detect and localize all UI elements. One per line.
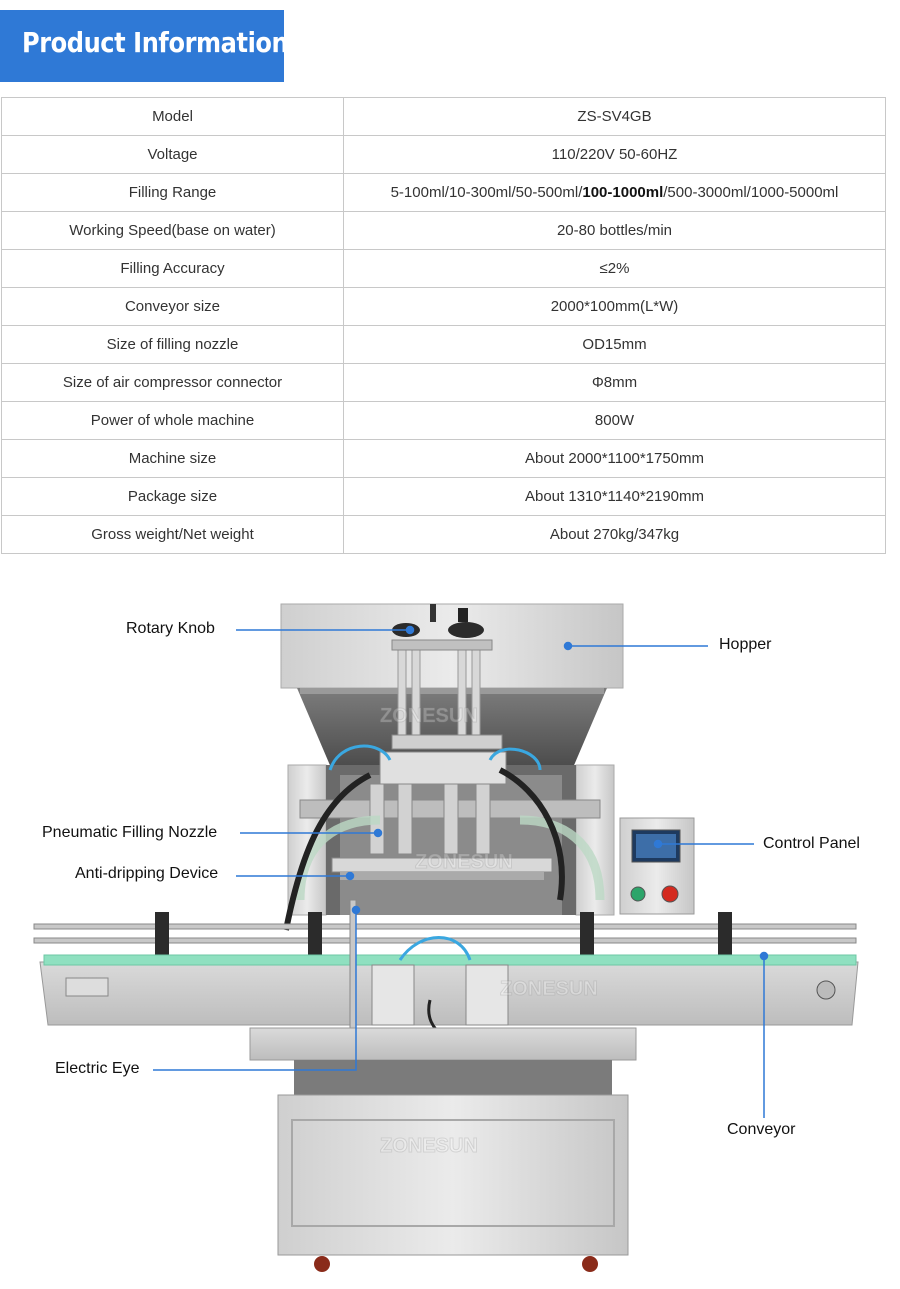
spec-label: Package size bbox=[2, 478, 344, 516]
spec-value: ZS-SV4GB bbox=[344, 98, 886, 136]
table-row bbox=[2, 174, 886, 212]
watermark-text: ZONESUN bbox=[500, 978, 598, 1000]
section-title: Product Information bbox=[22, 26, 289, 59]
spec-value: 110/220V 50-60HZ bbox=[344, 136, 886, 174]
machine-diagram bbox=[0, 560, 900, 1284]
table-row bbox=[2, 326, 886, 364]
spec-label: Size of air compressor connector bbox=[2, 364, 344, 402]
spec-value: 800W bbox=[344, 402, 886, 440]
spec-value: About 1310*1140*2190mm bbox=[344, 478, 886, 516]
table-row bbox=[2, 364, 886, 402]
spec-value: OD15mm bbox=[344, 326, 886, 364]
spec-label: Power of whole machine bbox=[2, 402, 344, 440]
table-row bbox=[2, 478, 886, 516]
spec-label: Model bbox=[2, 98, 344, 136]
callout-control-panel: Control Panel bbox=[763, 835, 860, 852]
spec-value: 20-80 bottles/min bbox=[344, 212, 886, 250]
watermark-text: ZONESUN bbox=[380, 705, 478, 727]
callout-electric-eye: Electric Eye bbox=[55, 1060, 140, 1077]
section-banner bbox=[0, 10, 289, 82]
spec-label: Voltage bbox=[2, 136, 344, 174]
watermark-text: ZONESUN bbox=[380, 1135, 478, 1157]
callout-conveyor: Conveyor bbox=[727, 1121, 796, 1138]
callout-hopper: Hopper bbox=[719, 636, 772, 653]
table-row bbox=[2, 288, 886, 326]
callout-pneumatic-filling-nozzle: Pneumatic Filling Nozzle bbox=[42, 824, 218, 841]
spec-label: Machine size bbox=[2, 440, 344, 478]
spec-label: Size of filling nozzle bbox=[2, 326, 344, 364]
table-row bbox=[2, 136, 886, 174]
filling-range-part: 5-100ml/10-300ml/50-500ml/ bbox=[390, 184, 583, 201]
spec-value bbox=[344, 174, 886, 212]
table-row bbox=[2, 440, 886, 478]
spec-value: ≤2% bbox=[344, 250, 886, 288]
table-row bbox=[2, 212, 886, 250]
spec-value: Φ8mm bbox=[344, 364, 886, 402]
spec-label: Working Speed(base on water) bbox=[2, 212, 344, 250]
callout-rotary-knob: Rotary Knob bbox=[126, 620, 215, 637]
spec-table bbox=[1, 97, 886, 554]
spec-label: Filling Accuracy bbox=[2, 250, 344, 288]
spec-value: About 270kg/347kg bbox=[344, 516, 886, 554]
filling-range-highlight: 100-1000ml bbox=[582, 184, 664, 201]
table-row bbox=[2, 98, 886, 136]
filling-range-part: /500-3000ml/1000-5000ml bbox=[663, 184, 839, 201]
callout-anti-dripping-device: Anti-dripping Device bbox=[75, 865, 219, 882]
conveyor bbox=[40, 955, 858, 1025]
table-row bbox=[2, 402, 886, 440]
watermark-text: ZONESUN bbox=[415, 851, 513, 873]
control-panel bbox=[620, 818, 694, 914]
spec-value: About 2000*1100*1750mm bbox=[344, 440, 886, 478]
spec-label: Conveyor size bbox=[2, 288, 344, 326]
spec-label: Gross weight/Net weight bbox=[2, 516, 344, 554]
table-row bbox=[2, 516, 886, 554]
table-row bbox=[2, 250, 886, 288]
machine-illustration bbox=[0, 560, 900, 1284]
spec-label: Filling Range bbox=[2, 174, 344, 212]
spec-value: 2000*100mm(L*W) bbox=[344, 288, 886, 326]
